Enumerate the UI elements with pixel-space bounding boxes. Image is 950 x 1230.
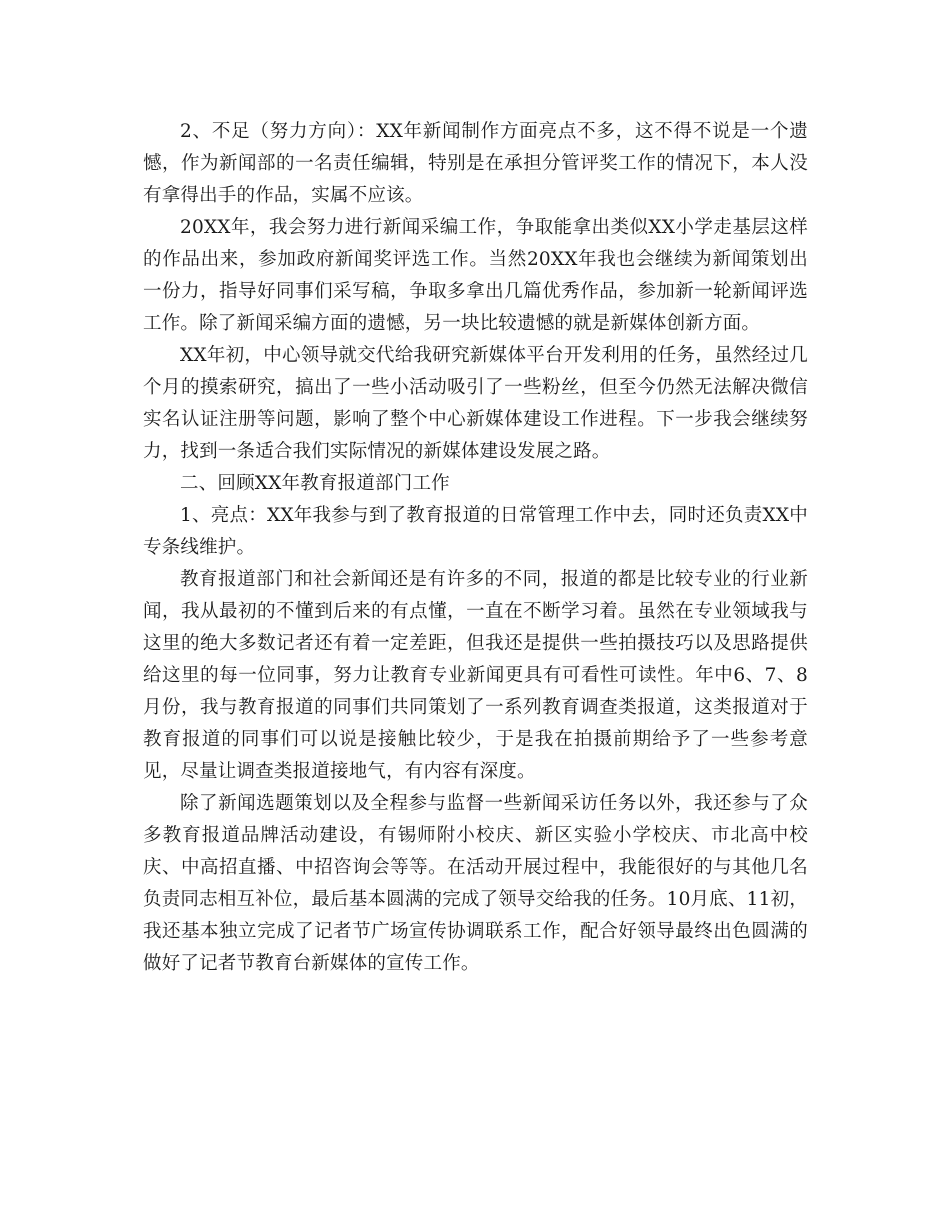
paragraph-next-year-plan: 20XX年，我会努力进行新闻采编工作，争取能拿出类似XX小学走基层这样的作品出来，参加政府新闻奖评选工作。当然20XX年我也会继续为新闻策划出一份力，指导好同事们采写稿，争取多拿出几篇优秀作品，参加新一轮新闻评选工作。除了新闻采编方面的遗憾，另一块比较遗憾的就是新媒体创新方面。 xyxy=(143,217,808,334)
document-body xyxy=(143,116,808,980)
section-heading-education-review: 二、回顾XX年教育报道部门工作 xyxy=(180,473,450,494)
paragraph-education-reporting: 教育报道部门和社会新闻还是有许多的不同，报道的都是比较专业的行业新闻，我从最初的不懂到后来的有点懂，一直在不断学习着。虽然在专业领域我与这里的绝大多数记者还有着一定差距，但我还是提供一些拍摄技巧以及思路提供给这里的每一位同事，努力让教育专业新闻更具有可看性可读性。年中6、7、8月份，我与教育报道的同事们共同策划了一系列教育调查类报道，这类报道对于教育报道的同事们可以说是接触比较少，于是我在拍摄前期给予了一些参考意见，尽量让调查类报道接地气，有内容有深度。 xyxy=(143,569,808,782)
paragraph-events: 除了新闻选题策划以及全程参与监督一些新闻采访任务以外，我还参与了众多教育报道品牌活动建设，有锡师附小校庆、新区实验小学校庆、市北高中校庆、中高招直播、中招咨询会等等。在活动开展过程中，我能很好的与其他几名负责同志相互补位，最后基本圆满的完成了领导交给我的任务。10月底、11初，我还基本独立完成了记者节广场宣传协调联系工作，配合好领导最终出色圆满的做好了记者节教育台新媒体的宣传工作。 xyxy=(143,793,808,974)
paragraph-new-media: XX年初，中心领导就交代给我研究新媒体平台开发利用的任务，虽然经过几个月的摸索研究，搞出了一些小活动吸引了一些粉丝，但至今仍然无法解决微信实名认证注册等问题，影响了整个中心新媒体建设工作进程。下一步我会继续努力，找到一条适合我们实际情况的新媒体建设发展之路。 xyxy=(143,345,808,462)
paragraph-shortcomings: 2、不足（努力方向）：XX年新闻制作方面亮点不多，这不得不说是一个遗憾，作为新闻部的一名责任编辑，特别是在承担分管评奖工作的情况下，本人没有拿得出手的作品，实属不应该。 xyxy=(143,121,808,206)
paragraph-highlights: 1、亮点：XX年我参与到了教育报道的日常管理工作中去，同时还负责XX中专条线维护。 xyxy=(143,505,808,558)
